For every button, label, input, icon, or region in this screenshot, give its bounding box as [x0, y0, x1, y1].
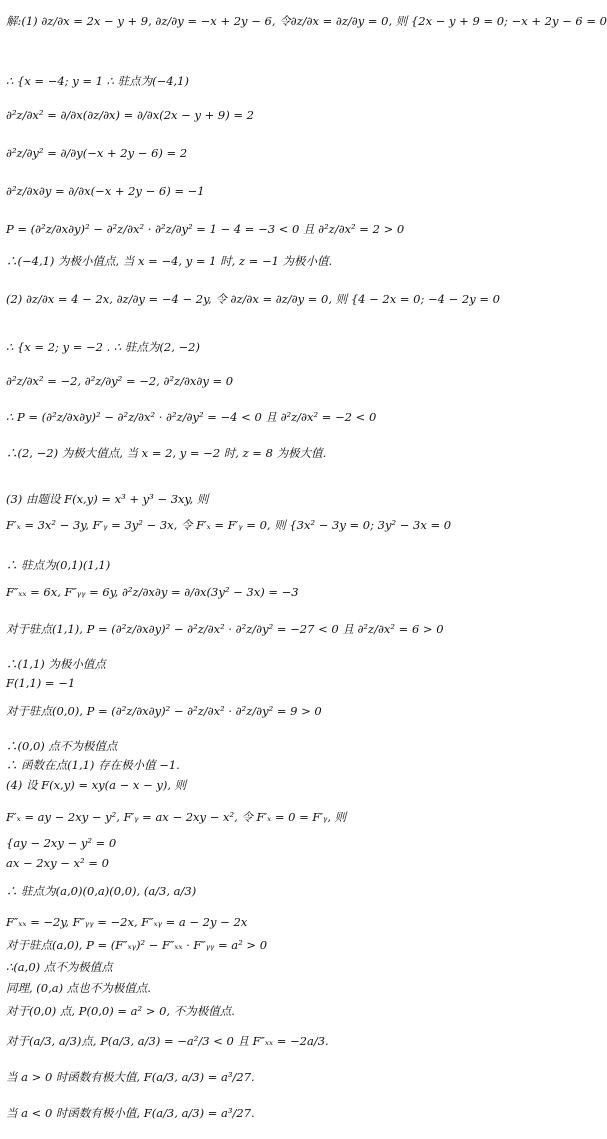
part3-min-value: F(1,1) = −1	[6, 676, 76, 690]
part4-system-eq1: {ay − 2xy − y² = 0	[6, 836, 117, 850]
part1-discriminant: P = (∂²z/∂x∂y)² − ∂²z/∂x² · ∂²z/∂y² = 1 − 4 = −3 < 0 且 ∂²z/∂x² = 2 > 0	[6, 222, 405, 236]
part4-a-0-not-extremum: ∴(a,0) 点不为极值点	[6, 960, 113, 974]
part1-stationary-point: ∴ {x = −4; y = 1 ∴ 驻点为(−4,1)	[6, 74, 189, 88]
part3-second-derivatives: F″ₓₓ = 6x, F″ᵧᵧ = 6y, ∂²z/∂x∂y = ∂/∂x(3y² − 3x) = −3	[6, 585, 299, 599]
part3-conclusion: ∴ 函数在点(1,1) 存在极小值 −1.	[6, 758, 180, 772]
part4-first-derivatives: F′ₓ = ay − 2xy − y², F′ᵧ = ax − 2xy − x², 令 F′ₓ = 0 = F′ᵧ, 则	[6, 810, 347, 824]
part1-conclusion: ∴(−4,1) 为极小值点, 当 x = −4, y = 1 时, z = −1 为极小值.	[6, 254, 333, 268]
part4-stationary-points: ∴ 驻点为(a,0)(0,a)(0,0), (a/3, a/3)	[6, 884, 197, 898]
part4-min-case: 当 a < 0 时函数有极小值, F(a/3, a/3) = a³/27.	[6, 1106, 255, 1120]
part1-first-derivatives: 解:(1) ∂z/∂x = 2x − y + 9, ∂z/∂y = −x + 2y − 6, 令∂z/∂x = ∂z/∂y = 0, 则 {2x − y + 9 = 0; −x + 2y − 6 = 0	[6, 14, 607, 28]
part3-min-point: ∴(1,1) 为极小值点	[6, 657, 106, 671]
part4-second-derivatives: F″ₓₓ = −2y, F″ᵧᵧ = −2x, F″ₓᵧ = a − 2y − 2x	[6, 915, 248, 929]
part4-point-a3-a3: 对于(a/3, a/3)点, P(a/3, a/3) = −a²/3 < 0 且 F″ₓₓ = −2a/3.	[6, 1034, 329, 1048]
part1-zxx: ∂²z/∂x² = ∂/∂x(∂z/∂x) = ∂/∂x(2x − y + 9) = 2	[6, 108, 254, 122]
part3-first-derivatives: F′ₓ = 3x² − 3y, F′ᵧ = 3y² − 3x, 令 F′ₓ = F′ᵧ = 0, 则 {3x² − 3y = 0; 3y² − 3x = 0	[6, 518, 452, 532]
part3-point-1-1: 对于驻点(1,1), P = (∂²z/∂x∂y)² − ∂²z/∂x² · ∂²z/∂y² = −27 < 0 且 ∂²z/∂x² = 6 > 0	[6, 622, 444, 636]
part2-stationary-point: ∴ {x = 2; y = −2 . ∴ 驻点为(2, −2)	[6, 340, 200, 354]
part1-zxy: ∂²z/∂x∂y = ∂/∂x(−x + 2y − 6) = −1	[6, 184, 205, 198]
part4-function: (4) 设 F(x,y) = xy(a − x − y), 则	[6, 778, 187, 792]
part4-system-eq2: ax − 2xy − x² = 0	[6, 856, 109, 870]
part3-function: (3) 由题设 F(x,y) = x³ + y³ − 3xy, 则	[6, 492, 209, 506]
part4-point-a-0: 对于驻点(a,0), P = (F″ₓᵧ)² − F″ₓₓ · F″ᵧᵧ = a² > 0	[6, 938, 268, 952]
part3-not-extremum: ∴(0,0) 点不为极值点	[6, 739, 118, 753]
part3-stationary-points: ∴ 驻点为(0,1)(1,1)	[6, 558, 111, 572]
part4-origin-not-extremum: 对于(0,0) 点, P(0,0) = a² > 0, 不为极值点.	[6, 1004, 235, 1018]
part2-conclusion: ∴(2, −2) 为极大值点, 当 x = 2, y = −2 时, z = 8 为极大值.	[6, 446, 327, 460]
part2-discriminant: ∴ P = (∂²z/∂x∂y)² − ∂²z/∂x² · ∂²z/∂y² = −4 < 0 且 ∂²z/∂x² = −2 < 0	[6, 410, 377, 424]
part2-second-derivatives: ∂²z/∂x² = −2, ∂²z/∂y² = −2, ∂²z/∂x∂y = 0	[6, 374, 234, 388]
part4-0-a-not-extremum: 同理, (0,a) 点也不为极值点.	[6, 981, 151, 995]
part3-point-0-0: 对于驻点(0,0), P = (∂²z/∂x∂y)² − ∂²z/∂x² · ∂²z/∂y² = 9 > 0	[6, 704, 322, 718]
part2-first-derivatives: (2) ∂z/∂x = 4 − 2x, ∂z/∂y = −4 − 2y, 令 ∂z/∂x = ∂z/∂y = 0, 则 {4 − 2x = 0; −4 − 2y = 0	[6, 292, 500, 306]
part4-max-case: 当 a > 0 时函数有极大值, F(a/3, a/3) = a³/27.	[6, 1070, 255, 1084]
part1-zyy: ∂²z/∂y² = ∂/∂y(−x + 2y − 6) = 2	[6, 146, 188, 160]
